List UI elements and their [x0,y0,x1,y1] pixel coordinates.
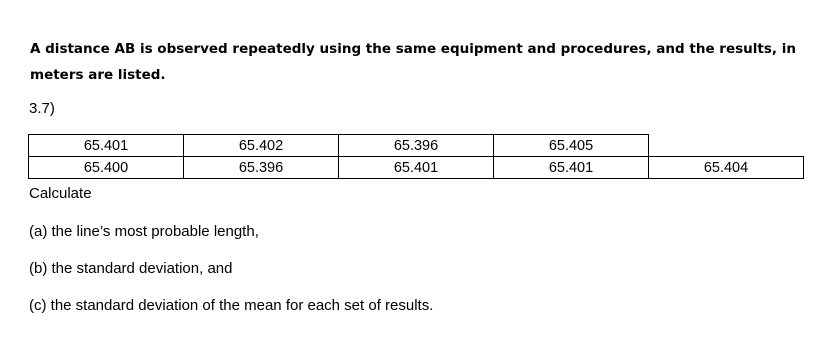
calculate-label: Calculate [29,185,92,202]
observations-table [28,134,804,179]
table-cell-empty [649,135,804,157]
question-item-c: (c) the standard deviation of the mean for each set of results. [29,297,434,314]
problem-statement-line-1: A distance AB is observed repeatedly using the same equipment and procedures, and the results, in [30,41,796,57]
table-cell: 65.396 [339,135,494,157]
table-cell: 65.404 [649,157,804,179]
table-cell: 65.402 [184,135,339,157]
table-row [29,135,804,157]
question-item-a: (a) the line’s most probable length, [29,223,259,240]
problem-statement-line-2: meters are listed. [30,67,166,83]
table-row [29,157,804,179]
problem-number: 3.7) [29,100,55,117]
table-cell: 65.401 [494,157,649,179]
question-item-b: (b) the standard deviation, and [29,260,233,277]
problem-statement [30,36,800,88]
table-cell: 65.401 [29,135,184,157]
table-cell: 65.401 [339,157,494,179]
table-cell: 65.396 [184,157,339,179]
table-cell: 65.400 [29,157,184,179]
table-cell: 65.405 [494,135,649,157]
